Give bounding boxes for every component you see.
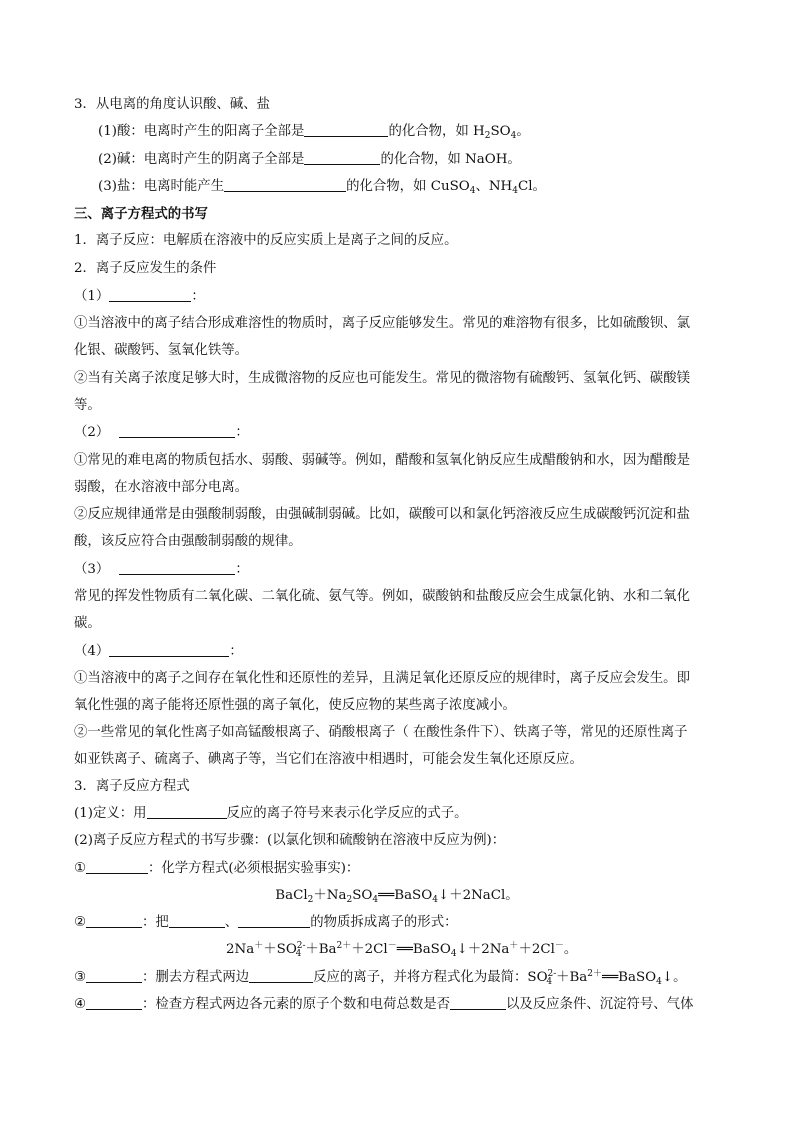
condition-1-line-1: ①当溶液中的离子结合形成难溶性的物质时，离子反应能够发生。常见的难溶物有很多，比如硫酸钡、氯	[74, 316, 690, 331]
condition-3-line-2: 碳。	[74, 616, 101, 631]
condition-3-line-1: 常见的挥发性物质有二氧化碳、二氧化硫、氨气等。例如，碳酸钠和盐酸反应会生成氯化钠、水和二氧化	[74, 589, 690, 604]
blank-step-2-b	[238, 914, 310, 928]
condition-4-line-2: 氧化性强的离子能将还原性强的离子氧化，使反应物的某些离子浓度减小。	[74, 698, 516, 713]
condition-2-line-4: 酸，该反应符合由强酸制弱酸的规律。	[74, 534, 302, 549]
condition-2-line-2: 弱酸，在水溶液中部分电离。	[74, 480, 249, 495]
condition-4-label: （4） ：	[74, 644, 243, 659]
blank-step-1	[86, 860, 148, 874]
conditions-heading: 2．离子反应发生的条件	[74, 261, 217, 276]
step-2: ② ：把 、 的物质拆成离子的形式：	[74, 915, 458, 930]
condition-4-line-1: ①当溶液中的离子之间存在氧化性和还原性的差异，且满足氧化还原反应的规律时，离子反应会发生。即	[74, 671, 690, 686]
section-heading: 三、离子方程式的书写	[74, 206, 208, 222]
blank-condition-4	[109, 643, 229, 657]
ionic-equation-definition: (1)定义：用 反应的离子符号来表示化学反应的式子。	[74, 806, 468, 821]
blank-condition-2	[119, 424, 235, 438]
condition-4-line-3: ②一些常见的氧化性离子如高锰酸根离子、硝酸根离子（ 在酸性条件下）、铁离子等，常见的还原性离子	[74, 725, 688, 740]
blank-salt	[224, 178, 346, 192]
blank-step-3	[86, 969, 142, 983]
step-4: ④ ：检查方程式两边各元素的原子个数和电荷总数是否 以及反应条件、沉淀符号、气体	[74, 997, 694, 1012]
blank-step-2-a	[169, 914, 225, 928]
acid-definition: (1)酸：电离时产生的阳离子全部是 的化合物，如 $H_2SO_4$。	[98, 124, 530, 141]
condition-2-line-1: ①常见的难电离的物质包括水、弱酸、弱碱等。例如，醋酸和氢氧化钠反应生成醋酸钠和水，因为醋酸是	[74, 453, 690, 468]
step-2-equation: $2Na^++SO^{2-}_4$ $+Ba^{2+}+2Cl^-══BaSO_4↓+2Na^++2Cl^-$。	[226, 941, 578, 959]
condition-1-label: （1） ：	[74, 289, 205, 304]
condition-2-line-3: ②反应规律通常是由强酸制弱酸，由强碱制弱碱。比如，碳酸可以和氯化钙溶液反应生成碳酸钙沉淀和盐	[74, 507, 690, 522]
blank-acid	[304, 123, 388, 137]
blank-base	[304, 151, 380, 165]
blank-step-4	[86, 996, 142, 1010]
salt-definition: (3)盐：电离时能产生 的化合物，如 CuSO$_4$、$NH_4Cl$。	[98, 179, 546, 196]
base-definition: (2)碱：电离时产生的阴离子全部是 的化合物，如 NaOH。	[98, 152, 521, 167]
blank-step-2	[86, 914, 142, 928]
ionic-equation-title: 3．离子反应方程式	[74, 779, 190, 794]
condition-1-line-3: ②当有关离子浓度足够大时，生成微溶物的反应也可能发生。常见的微溶物有硫酸钙、氢氧化钙、碳酸镁	[74, 371, 690, 386]
step-1: ① ：化学方程式(必须根据实验事实)：	[74, 861, 360, 876]
step-3: ③ ：删去方程式两边 反应的离子，并将方程式化为最简：$SO^{2-}_4$ $+Ba^{2+}══BaSO_4↓$。	[74, 969, 687, 987]
step-1-equation: $BaCl_2+Na_2SO_4══BaSO_4↓+2NaCl$。	[275, 888, 519, 905]
condition-2-label: （2） ：	[74, 425, 249, 440]
steps-heading: (2)离子反应方程式的书写步骤：(以氯化钡和硫酸钠在溶液中反应为例)：	[74, 833, 506, 848]
condition-1-line-2: 化银、碳酸钙、氢氧化铁等。	[74, 343, 249, 358]
blank-step-3-a	[249, 969, 313, 983]
blank-step-4-a	[450, 996, 506, 1010]
section-3-title: 3．从电离的角度认识酸、碱、盐	[74, 97, 270, 112]
blank-condition-3	[119, 561, 235, 575]
blank-definition	[147, 805, 227, 819]
condition-4-line-4: 如亚铁离子、硫离子、碘离子等，当它们在溶液中相遇时，可能会发生氧化还原反应。	[74, 752, 583, 767]
condition-1-line-4: 等。	[74, 398, 101, 413]
ionic-reaction-definition: 1．离子反应：电解质在溶液中的反应实质上是离子之间的反应。	[74, 233, 458, 248]
condition-3-label: （3） ：	[74, 562, 249, 577]
blank-condition-1	[109, 288, 191, 302]
